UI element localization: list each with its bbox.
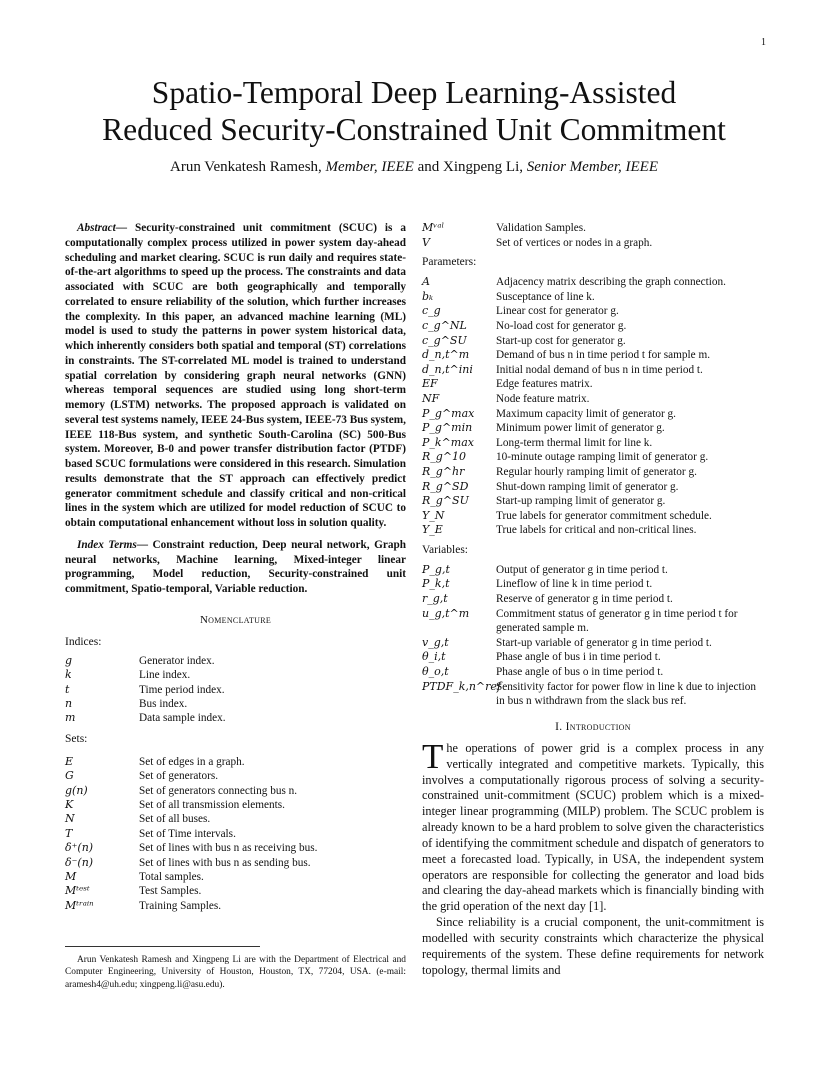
nomenclature-row xyxy=(65,870,406,884)
symbol: P_k^max xyxy=(422,435,474,449)
nomenclature-row xyxy=(65,683,406,697)
symbol: r_g,t xyxy=(422,592,448,606)
nomenclature-row xyxy=(422,290,764,305)
nomenclature-row xyxy=(422,592,764,607)
symbol: A xyxy=(422,275,430,289)
definition: Validation Samples. xyxy=(496,222,586,234)
author-1-role: Member, IEEE xyxy=(325,159,414,175)
nomenclature-row xyxy=(422,334,764,349)
nomenclature-row xyxy=(422,304,764,319)
nomenclature-row xyxy=(422,407,764,422)
symbol: R_g^SU xyxy=(422,494,469,508)
index-terms xyxy=(65,538,406,597)
definition: Sensitivity factor for power flow in line k due to injection in bus n withdrawn from the slack bus ref. xyxy=(496,680,756,708)
definition: Set of lines with bus n as receiving bus. xyxy=(139,842,318,855)
nomenclature-row xyxy=(65,798,406,812)
definition: Regular hourly ramping limit of generator g. xyxy=(496,465,697,478)
nomenclature-row xyxy=(422,577,764,592)
definition: Phase angle of bus o in time period t. xyxy=(496,666,664,679)
nomenclature-row xyxy=(422,494,764,509)
paper-title xyxy=(0,74,828,148)
symbol: t xyxy=(65,682,70,696)
symbol: R_g^10 xyxy=(422,450,467,464)
definition: True labels for generator commitment schedule. xyxy=(496,509,712,522)
definition: Long-term thermal limit for line k. xyxy=(496,436,653,449)
definition: Set of Time intervals. xyxy=(139,827,236,840)
author-2-name: Xingpeng Li, xyxy=(443,159,524,175)
nomenclature-row xyxy=(65,654,406,668)
definition: Minimum power limit of generator g. xyxy=(496,422,665,435)
definition: Susceptance of line k. xyxy=(496,290,595,303)
symbol: E xyxy=(65,754,74,768)
symbol: T xyxy=(65,826,73,840)
nomenclature-row xyxy=(422,377,764,392)
symbol: k xyxy=(65,668,72,682)
nomenclature-row xyxy=(65,697,406,711)
author-line xyxy=(0,158,828,177)
left-column xyxy=(65,221,406,913)
symbol: c_g xyxy=(422,304,441,318)
definition: Shut-down ramping limit of generator g. xyxy=(496,480,679,493)
symbol: P_g,t xyxy=(422,562,450,576)
symbol: M xyxy=(65,870,77,884)
nomenclature-row xyxy=(422,436,764,451)
footnote-divider xyxy=(65,946,260,947)
symbol: bₖ xyxy=(422,289,434,303)
symbol: N xyxy=(65,812,75,826)
nomenclature-row xyxy=(65,755,406,769)
nomenclature-row xyxy=(422,363,764,378)
definition: Generator index. xyxy=(139,654,215,667)
definition: Set of generators. xyxy=(139,770,219,783)
sets-label: Sets: xyxy=(65,732,88,745)
author-2-role: Senior Member, IEEE xyxy=(526,159,658,175)
nomenclature-row xyxy=(422,480,764,495)
definition: Time period index. xyxy=(139,683,225,696)
nomenclature-row xyxy=(422,563,764,578)
definition: Line index. xyxy=(139,669,191,682)
nomenclature-row xyxy=(422,650,764,665)
definition: Test Samples. xyxy=(139,885,202,898)
symbol: n xyxy=(65,696,73,710)
definition: Set of edges in a graph. xyxy=(139,755,245,768)
nomenclature-row xyxy=(422,236,764,251)
symbol: θ_i,t xyxy=(422,650,446,664)
nomenclature-row xyxy=(422,636,764,651)
nomenclature-row xyxy=(422,465,764,480)
nomenclature-row xyxy=(65,711,406,725)
definition: Commitment status of generator g in time period t for generated sample m. xyxy=(496,607,738,635)
definition: Reserve of generator g in time period t. xyxy=(496,593,673,606)
nomenclature-row xyxy=(65,856,406,870)
nomenclature-row xyxy=(422,392,764,407)
definition: Maximum capacity limit of generator g. xyxy=(496,407,676,420)
abstract-label: Abstract xyxy=(77,222,116,234)
definition: Node feature matrix. xyxy=(496,392,590,405)
indices-table xyxy=(65,654,406,726)
symbol: u_g,t^m xyxy=(422,606,470,620)
nomenclature-row xyxy=(65,769,406,783)
symbol: EF xyxy=(422,377,438,391)
definition: Lineflow of line k in time period t. xyxy=(496,578,653,591)
definition: No-load cost for generator g. xyxy=(496,319,627,332)
page-number: 1 xyxy=(761,37,766,48)
definition: Start-up variable of generator g in time period t. xyxy=(496,636,712,649)
author-1-name: Arun Venkatesh Ramesh, xyxy=(170,159,322,175)
nomenclature-row xyxy=(65,812,406,826)
symbol: NF xyxy=(422,391,440,405)
symbol: δ⁺(n) xyxy=(65,841,94,855)
symbol: Y_N xyxy=(422,508,445,522)
variables-label: Variables: xyxy=(422,543,468,556)
definition: Start-up ramping limit of generator g. xyxy=(496,495,666,508)
nomenclature-row xyxy=(65,668,406,682)
symbol: m xyxy=(65,711,76,725)
definition: Demand of bus n in time period t for sample m. xyxy=(496,349,711,362)
index-terms-dash: — xyxy=(136,538,153,551)
nomenclature-row xyxy=(422,275,764,290)
definition: Training Samples. xyxy=(139,899,222,912)
nomenclature-row xyxy=(422,319,764,334)
symbol: R_g^hr xyxy=(422,464,465,478)
symbol: d_n,t^m xyxy=(422,348,470,362)
definition: Linear cost for generator g. xyxy=(496,305,619,318)
symbol: θ_o,t xyxy=(422,665,449,679)
symbol: c_g^SU xyxy=(422,333,467,347)
paragraph-text: he operations of power grid is a complex process in any vertically integrated and competitive markets. Typically, this involves a computationally rigorous process of solving a security-constrained unit-commitment (SCUC) problem which is a mixed-integer linear programming (MILP) problem. The SCUC problem is already known to be a hard problem to solve given the characteristics of identifying the commitment schedule and dispatch of generators to meet a forecasted load. Typically, in USA, the independent system operators are responsible for collecting the generator and load bids and clearing the day-ahead markets which is financially binding with the grid operation of the next day [1]. xyxy=(422,740,764,914)
definition: Set of lines with bus n as sending bus. xyxy=(139,856,311,869)
abstract-text: Security-constrained unit commitment (SCUC) is a computationally complex process utilized in power system day-ahead scheduling and market clearing. SCUC is run daily and requires state-of-the-art algorithms to speed up the process. The constraints and data associated with SCUC are both geographically and temporally correlated to ensure reliability of the solution, which further increases the complexity. In this paper, an advanced machine learning (ML) model is used to study the patterns in power system historical data, which inherently considers both spatial and temporal (ST) correlations in constraints. The ST-correlated ML model is trained to understand spatial correlation by considering graph neural networks (GNN) whereas temporal sequences are studied using long short-term memory (LSTM) networks. The proposed approach is validated on several test systems namely, IEEE 24-Bus system, IEEE-73 Bus system, IEEE 118-Bus system, and synthetic South-Carolina (SC) 500-Bus system. Moreover, B-0 and power transfer distribution factor (PTDF) based SCUC formulations were considered in this research. Simulation results demonstrate that the ST approach can effectively predict generator commitment schedule and classify critical and non-critical lines in the system which are utilized for model reduction of SCUC to obtain computational enhancement without loss in solution quality. xyxy=(65,222,406,529)
definition: True labels for critical and non-critical lines. xyxy=(496,524,697,537)
definition: Edge features matrix. xyxy=(496,378,593,391)
nomenclature-row xyxy=(65,827,406,841)
symbol: c_g^NL xyxy=(422,318,467,332)
definition: Set of all buses. xyxy=(139,813,211,826)
symbol: K xyxy=(65,798,74,811)
nomenclature-row xyxy=(65,884,406,898)
nomenclature-row xyxy=(422,607,764,636)
definition: Start-up cost for generator g. xyxy=(496,334,626,347)
parameters-label: Parameters: xyxy=(422,256,477,269)
definition: Initial nodal demand of bus n in time period t. xyxy=(496,363,703,376)
introduction-paragraph-1 xyxy=(422,736,764,915)
nomenclature-row xyxy=(422,221,764,236)
right-column xyxy=(422,221,764,978)
author-affiliation-footnote: Arun Venkatesh Ramesh and Xingpeng Li are with the Department of Electrical and Computer Engineering, University of Houston, Houston, TX, 77204, USA. (e-mail: aramesh4@uh.edu; xingpeng.li@asu.edu). xyxy=(65,955,406,990)
definition: Total samples. xyxy=(139,871,204,884)
nomenclature-row xyxy=(422,523,764,538)
title-line-1: Spatio-Temporal Deep Learning-Assisted xyxy=(151,75,677,110)
nomenclature-row xyxy=(65,784,406,798)
definition: 10-minute outage ramping limit of generator g. xyxy=(496,451,709,464)
symbol: PTDF_k,n^ref xyxy=(422,679,501,693)
symbol: V xyxy=(422,235,430,249)
symbol: Mᵗʳᵃⁱⁿ xyxy=(65,898,94,912)
nomenclature-heading: Nomenclature xyxy=(199,613,272,626)
symbol: v_g,t xyxy=(422,635,449,649)
index-terms-text: Constraint reduction, Deep neural network, Graph neural networks, Machine learning, Mixed-integer linear programming, Model reduction, Security-constrained unit commitment, Spatio-temporal, Variable reduction. xyxy=(65,538,407,595)
symbol: Mᵛᵃˡ xyxy=(422,221,445,234)
definition: Phase angle of bus i in time period t. xyxy=(496,651,661,664)
definition: Set of generators connecting bus n. xyxy=(139,784,298,797)
nomenclature-row xyxy=(422,680,764,709)
nomenclature-row xyxy=(422,665,764,680)
definition: Data sample index. xyxy=(139,712,226,725)
symbol: δ⁻(n) xyxy=(65,855,94,869)
introduction-paragraph-2: Since reliability is a crucial component, the unit-commitment is modelled with security constraints which characterize the physical requirements of the system. These define requirements for network topology, thermal limits and xyxy=(422,915,764,977)
indices-label: Indices: xyxy=(65,635,102,648)
nomenclature-row xyxy=(422,450,764,465)
abstract xyxy=(65,221,406,531)
nomenclature-row xyxy=(422,421,764,436)
nomenclature-row xyxy=(65,841,406,855)
definition: Output of generator g in time period t. xyxy=(496,563,668,576)
sets-table xyxy=(65,755,406,913)
introduction-heading: I. Introduction xyxy=(555,720,631,733)
symbol: Mᵗᵉˢᵗ xyxy=(65,884,90,898)
symbol: P_k,t xyxy=(422,577,450,591)
nomenclature-row xyxy=(422,348,764,363)
index-terms-label: Index Terms xyxy=(77,538,137,551)
definition: Adjacency matrix describing the graph connection. xyxy=(496,276,726,289)
symbol: g xyxy=(65,653,73,667)
symbol: G xyxy=(65,769,74,783)
definition: Set of all transmission elements. xyxy=(139,799,285,811)
definition: Bus index. xyxy=(139,697,188,710)
drop-cap: T xyxy=(422,736,444,776)
symbol: P_g^min xyxy=(422,421,473,435)
definition: Set of vertices or nodes in a graph. xyxy=(496,236,653,249)
symbol: R_g^SD xyxy=(422,479,469,493)
abstract-dash: — xyxy=(115,222,135,234)
title-line-2: Reduced Security-Constrained Unit Commitment xyxy=(102,112,726,147)
author-conjunction: and xyxy=(413,159,444,175)
symbol: Y_E xyxy=(422,523,443,537)
symbol: P_g^max xyxy=(422,406,475,420)
nomenclature-row xyxy=(65,899,406,913)
nomenclature-row xyxy=(422,509,764,524)
symbol: g(n) xyxy=(65,783,88,797)
symbol: d_n,t^ini xyxy=(422,362,473,376)
